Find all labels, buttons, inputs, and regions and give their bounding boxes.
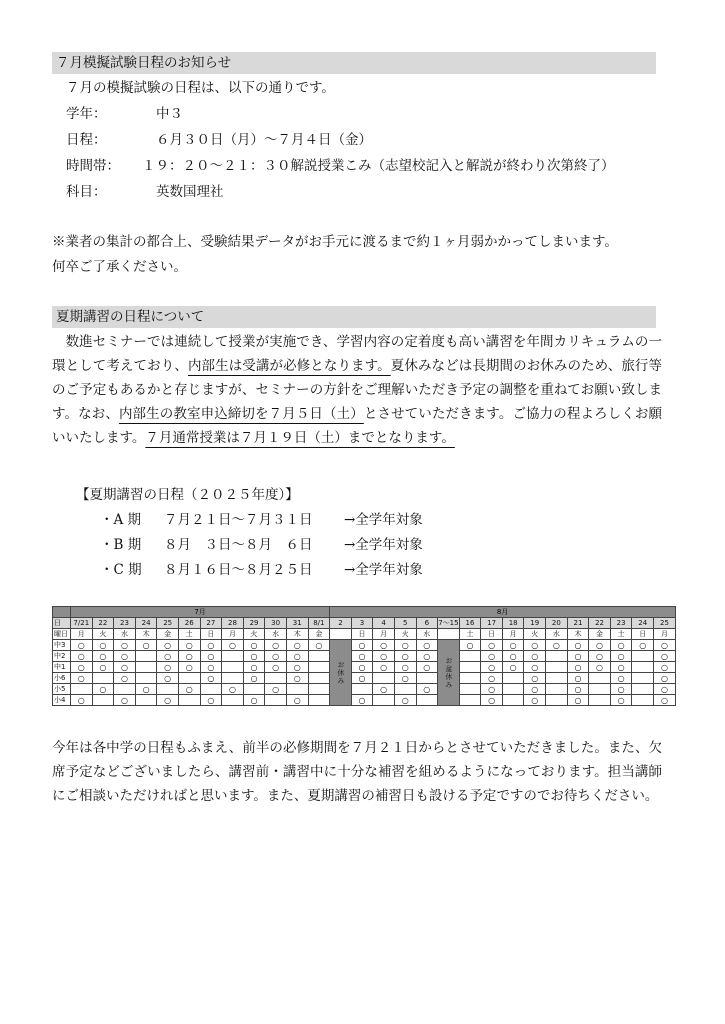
row-value: 中３ <box>156 106 183 122</box>
dow-cell: 水 <box>546 629 568 640</box>
empty-cell <box>135 662 157 673</box>
calendar-row <box>53 684 676 695</box>
class-mark: ○ <box>373 684 395 695</box>
dow-cell: 日 <box>200 629 222 640</box>
date-cell: 25 <box>157 618 179 629</box>
mock-exam-heading: ７月模擬試験日程のお知らせ <box>52 52 656 74</box>
period-target: →全学年対象 <box>344 512 423 528</box>
para-text: 夏休みなどは長期間のお休みのため、旅行等のご予定もあるかと存じますが、セミナーの方針をご理解いただき予定の調整を重ねてお願い致します。なお、 <box>52 358 662 422</box>
class-mark: ○ <box>567 662 589 673</box>
date-cell: 18 <box>502 618 524 629</box>
summer-heading: 夏期講習の日程について <box>52 306 656 328</box>
class-mark: ○ <box>481 695 503 706</box>
date-cell: 4 <box>373 618 395 629</box>
class-mark: ○ <box>546 640 568 651</box>
class-mark: ○ <box>71 662 93 673</box>
empty-cell <box>308 662 330 673</box>
date-cell: 22 <box>92 618 114 629</box>
empty-cell <box>546 684 568 695</box>
empty-cell <box>589 673 611 684</box>
calendar-row <box>53 673 676 684</box>
empty-cell <box>265 673 287 684</box>
period-name: ・C 期 <box>100 562 142 578</box>
class-mark: ○ <box>243 673 265 684</box>
class-mark: ○ <box>200 640 222 651</box>
empty-cell <box>351 684 373 695</box>
class-mark: ○ <box>502 651 524 662</box>
class-mark: ○ <box>373 640 395 651</box>
empty-cell <box>286 684 308 695</box>
empty-cell <box>632 662 654 673</box>
summer-calendar-table <box>52 606 676 706</box>
period-name: ・A 期 <box>100 512 142 528</box>
empty-cell <box>178 673 200 684</box>
empty-cell <box>459 662 481 673</box>
class-mark: ○ <box>157 651 179 662</box>
period-a <box>100 510 423 530</box>
class-mark: ○ <box>481 662 503 673</box>
date-cell: 16 <box>459 618 481 629</box>
grade-label: 中2 <box>53 651 71 662</box>
dow-cell: 金 <box>157 629 179 640</box>
date-cell: 24 <box>135 618 157 629</box>
class-mark: ○ <box>286 640 308 651</box>
class-mark: ○ <box>481 673 503 684</box>
empty-cell <box>157 684 179 695</box>
class-mark: ○ <box>502 640 524 651</box>
empty-cell <box>416 695 438 706</box>
empty-cell <box>502 684 524 695</box>
row-label: 時間帯： <box>66 158 120 174</box>
dow-cell: 月 <box>654 629 676 640</box>
class-mark: ○ <box>114 695 136 706</box>
class-mark: ○ <box>114 662 136 673</box>
class-mark: ○ <box>178 651 200 662</box>
class-mark: ○ <box>286 662 308 673</box>
obon-break-cell: お盆休み <box>438 640 460 706</box>
class-mark: ○ <box>351 640 373 651</box>
class-mark: ○ <box>92 684 114 695</box>
class-mark: ○ <box>567 640 589 651</box>
period-dates: ８月 ３日〜８月 ６日 <box>164 537 313 553</box>
class-mark: ○ <box>200 673 222 684</box>
dow-cell: 日 <box>632 629 654 640</box>
class-mark: ○ <box>135 684 157 695</box>
class-mark: ○ <box>71 673 93 684</box>
grade-label: 小6 <box>53 673 71 684</box>
summer-paragraph <box>52 330 662 450</box>
dow-cell: 火 <box>243 629 265 640</box>
empty-cell <box>308 651 330 662</box>
dow-cell: 金 <box>308 629 330 640</box>
class-mark: ○ <box>654 684 676 695</box>
class-mark: ○ <box>351 662 373 673</box>
class-mark: ○ <box>265 684 287 695</box>
class-mark: ○ <box>92 662 114 673</box>
date-cell: 25 <box>654 618 676 629</box>
date-row-label: 日 <box>53 618 71 629</box>
empty-cell <box>135 651 157 662</box>
empty-cell <box>632 673 654 684</box>
period-dates: ７月２１日〜７月３１日 <box>164 512 313 528</box>
dow-row-label: 曜日 <box>53 629 71 640</box>
class-mark: ○ <box>71 651 93 662</box>
empty-cell <box>71 684 93 695</box>
class-mark: ○ <box>243 662 265 673</box>
class-mark: ○ <box>632 640 654 651</box>
period-target: →全学年対象 <box>344 562 423 578</box>
row-label: 科目： <box>66 184 107 200</box>
class-mark: ○ <box>373 662 395 673</box>
date-cell: 29 <box>243 618 265 629</box>
class-mark: ○ <box>394 651 416 662</box>
empty-cell <box>265 695 287 706</box>
mock-note: ※業者の集計の都合上、受験結果データがお手元に渡るまで約１ヶ月弱かかってしまいます。 <box>52 234 618 250</box>
dow-cell: 月 <box>502 629 524 640</box>
dow-cell: 水 <box>114 629 136 640</box>
row-value: 英数国理社 <box>156 184 224 200</box>
class-mark: ○ <box>654 662 676 673</box>
empty-cell <box>546 662 568 673</box>
date-cell: 23 <box>610 618 632 629</box>
empty-cell <box>243 684 265 695</box>
class-mark: ○ <box>459 640 481 651</box>
date-cell: 5 <box>394 618 416 629</box>
class-mark: ○ <box>71 695 93 706</box>
para-text: 数進セミナーでは連続して授業が実施でき、学習内容の定着度も高い講習を年間カリキュラムの一環として考えており、 <box>52 334 662 374</box>
class-mark: ○ <box>567 695 589 706</box>
class-mark: ○ <box>308 640 330 651</box>
class-mark: ○ <box>286 651 308 662</box>
class-mark: ○ <box>200 662 222 673</box>
para-underline-regular-end: ７月通常授業は７月１９日（土）までとなります。 <box>145 430 455 446</box>
row-value: ６月３０日（月）〜７月４日（金） <box>156 132 372 148</box>
empty-cell <box>416 673 438 684</box>
class-mark: ○ <box>200 651 222 662</box>
class-mark: ○ <box>394 640 416 651</box>
date-cell: 20 <box>546 618 568 629</box>
month-header-july: 7月 <box>71 607 330 618</box>
class-mark: ○ <box>243 695 265 706</box>
class-mark: ○ <box>222 640 244 651</box>
class-mark: ○ <box>481 684 503 695</box>
date-cell: 23 <box>114 618 136 629</box>
para-underline-required: 内部生は受講が必修となります。 <box>187 358 391 374</box>
class-mark: ○ <box>567 684 589 695</box>
dow-cell: 火 <box>394 629 416 640</box>
empty-cell <box>546 673 568 684</box>
empty-cell <box>459 695 481 706</box>
date-cell: 2 <box>330 618 352 629</box>
empty-cell <box>373 695 395 706</box>
date-cell: 8/1 <box>308 618 330 629</box>
class-mark: ○ <box>416 684 438 695</box>
date-cell: 24 <box>632 618 654 629</box>
grade-label: 小5 <box>53 684 71 695</box>
class-mark: ○ <box>243 640 265 651</box>
class-mark: ○ <box>654 640 676 651</box>
class-mark: ○ <box>524 662 546 673</box>
empty-cell <box>114 684 136 695</box>
empty-cell <box>200 684 222 695</box>
mock-row-grade <box>66 104 183 124</box>
dow-cell: 水 <box>416 629 438 640</box>
empty-cell <box>222 662 244 673</box>
class-mark: ○ <box>351 695 373 706</box>
mock-row-subjects <box>66 182 224 202</box>
class-mark: ○ <box>71 640 93 651</box>
empty-cell <box>546 651 568 662</box>
class-mark: ○ <box>481 640 503 651</box>
class-mark: ○ <box>157 695 179 706</box>
class-mark: ○ <box>416 651 438 662</box>
empty-cell <box>308 695 330 706</box>
class-mark: ○ <box>416 662 438 673</box>
empty-cell <box>589 684 611 695</box>
class-mark: ○ <box>589 640 611 651</box>
class-mark: ○ <box>92 640 114 651</box>
dow-cell: 日 <box>481 629 503 640</box>
class-mark: ○ <box>222 684 244 695</box>
empty-cell <box>178 695 200 706</box>
date-cell: 31 <box>286 618 308 629</box>
class-mark: ○ <box>654 651 676 662</box>
class-mark: ○ <box>178 640 200 651</box>
closing-paragraph: 今年は各中学の日程もふまえ、前半の必修期間を７月２１日からとさせていただきました。また、欠席予定などございましたら、講習前・講習中に十分な補習を組めるようになっております。担当講師にご相談いただければと思います。また、夏期講習の補習日も設ける予定ですのでお待ちください。 <box>52 740 662 804</box>
date-cell: 7/21 <box>71 618 93 629</box>
schedule-title: 【夏期講習の日程（２０２５年度）】 <box>76 487 299 503</box>
class-mark: ○ <box>265 640 287 651</box>
date-cell: 7〜15 <box>438 618 459 627</box>
mock-row-date <box>66 130 372 150</box>
class-mark: ○ <box>610 673 632 684</box>
period-c <box>100 560 423 580</box>
period-target: →全学年対象 <box>344 537 423 553</box>
class-mark: ○ <box>135 640 157 651</box>
class-mark: ○ <box>394 695 416 706</box>
mock-row-time <box>66 156 615 176</box>
row-label: 学年： <box>66 106 107 122</box>
class-mark: ○ <box>610 640 632 651</box>
class-mark: ○ <box>157 640 179 651</box>
month-corner <box>53 607 71 618</box>
class-mark: ○ <box>567 651 589 662</box>
dow-cell <box>438 629 460 640</box>
dow-cell: 日 <box>351 629 373 640</box>
class-mark: ○ <box>524 695 546 706</box>
month-header-august: 8月 <box>330 607 676 618</box>
class-mark: ○ <box>394 662 416 673</box>
grade-label: 中1 <box>53 662 71 673</box>
empty-cell <box>632 695 654 706</box>
dow-cell: 木 <box>567 629 589 640</box>
class-mark: ○ <box>351 673 373 684</box>
calendar-row <box>53 695 676 706</box>
empty-cell <box>589 695 611 706</box>
dow-cell: 金 <box>589 629 611 640</box>
dow-cell: 土 <box>178 629 200 640</box>
empty-cell <box>502 695 524 706</box>
period-name: ・B 期 <box>100 537 142 553</box>
empty-cell <box>308 673 330 684</box>
class-mark: ○ <box>286 695 308 706</box>
mock-exam-intro: ７月の模擬試験の日程は、以下の通りです。 <box>66 80 335 96</box>
dow-cell <box>330 629 352 640</box>
date-cell: 21 <box>567 618 589 629</box>
class-mark: ○ <box>416 640 438 651</box>
date-cell: 17 <box>481 618 503 629</box>
class-mark: ○ <box>524 673 546 684</box>
class-mark: ○ <box>92 651 114 662</box>
class-mark: ○ <box>589 651 611 662</box>
empty-cell <box>459 673 481 684</box>
empty-cell <box>502 673 524 684</box>
class-mark: ○ <box>481 651 503 662</box>
dow-cell: 火 <box>92 629 114 640</box>
empty-cell <box>135 695 157 706</box>
date-cell: 27 <box>200 618 222 629</box>
class-mark: ○ <box>178 662 200 673</box>
para-underline-deadline: 内部生の教室申込締切を７月５日（土） <box>118 406 364 422</box>
class-mark: ○ <box>394 673 416 684</box>
dow-cell: 月 <box>222 629 244 640</box>
closed-break-cell: お休み <box>330 640 352 706</box>
dow-cell: 水 <box>265 629 287 640</box>
row-value: １９：２０〜２１：３０解説授業こみ（志望校記入と解説が終わり次第終了） <box>142 158 615 174</box>
calendar-row <box>53 662 676 673</box>
empty-cell <box>373 673 395 684</box>
calendar-row <box>53 651 676 662</box>
row-label: 日程： <box>66 132 107 148</box>
empty-cell <box>92 673 114 684</box>
grade-label: 中3 <box>53 640 71 651</box>
class-mark: ○ <box>178 684 200 695</box>
class-mark: ○ <box>243 651 265 662</box>
dow-cell: 木 <box>286 629 308 640</box>
class-mark: ○ <box>373 651 395 662</box>
empty-cell <box>459 684 481 695</box>
dow-cell: 月 <box>71 629 93 640</box>
class-mark: ○ <box>524 651 546 662</box>
period-dates: ８月１６日〜８月２５日 <box>164 562 313 578</box>
class-mark: ○ <box>200 695 222 706</box>
date-cell: 6 <box>416 618 438 629</box>
class-mark: ○ <box>610 684 632 695</box>
date-cell: 3 <box>351 618 373 629</box>
class-mark: ○ <box>524 684 546 695</box>
class-mark: ○ <box>654 673 676 684</box>
calendar-row <box>53 640 676 651</box>
mock-note-2: 何卒ご了承ください。 <box>52 259 187 275</box>
class-mark: ○ <box>265 651 287 662</box>
para-text: とさせていただきます。ご協力の程よろしくお願いいたします。 <box>52 406 663 446</box>
empty-cell <box>632 684 654 695</box>
class-mark: ○ <box>610 651 632 662</box>
period-b <box>100 535 423 555</box>
dow-cell: 土 <box>610 629 632 640</box>
dow-cell: 月 <box>373 629 395 640</box>
empty-cell <box>308 684 330 695</box>
class-mark: ○ <box>351 651 373 662</box>
date-cell: 28 <box>222 618 244 629</box>
empty-cell <box>394 684 416 695</box>
dow-cell: 土 <box>459 629 481 640</box>
dow-cell: 木 <box>135 629 157 640</box>
empty-cell <box>222 651 244 662</box>
dow-cell: 火 <box>524 629 546 640</box>
date-cell: 22 <box>589 618 611 629</box>
class-mark: ○ <box>114 640 136 651</box>
class-mark: ○ <box>114 651 136 662</box>
empty-cell <box>459 651 481 662</box>
empty-cell <box>632 651 654 662</box>
class-mark: ○ <box>524 640 546 651</box>
empty-cell <box>92 695 114 706</box>
class-mark: ○ <box>157 673 179 684</box>
date-cell: 26 <box>178 618 200 629</box>
class-mark: ○ <box>567 673 589 684</box>
class-mark: ○ <box>610 695 632 706</box>
class-mark: ○ <box>157 662 179 673</box>
empty-cell <box>135 673 157 684</box>
empty-cell <box>222 673 244 684</box>
empty-cell <box>546 695 568 706</box>
class-mark: ○ <box>286 673 308 684</box>
class-mark: ○ <box>654 695 676 706</box>
empty-cell <box>222 695 244 706</box>
date-cell: 30 <box>265 618 287 629</box>
class-mark: ○ <box>589 662 611 673</box>
class-mark: ○ <box>265 662 287 673</box>
class-mark: ○ <box>114 673 136 684</box>
date-cell: 19 <box>524 618 546 629</box>
class-mark: ○ <box>610 662 632 673</box>
class-mark: ○ <box>502 662 524 673</box>
grade-label: 小4 <box>53 695 71 706</box>
